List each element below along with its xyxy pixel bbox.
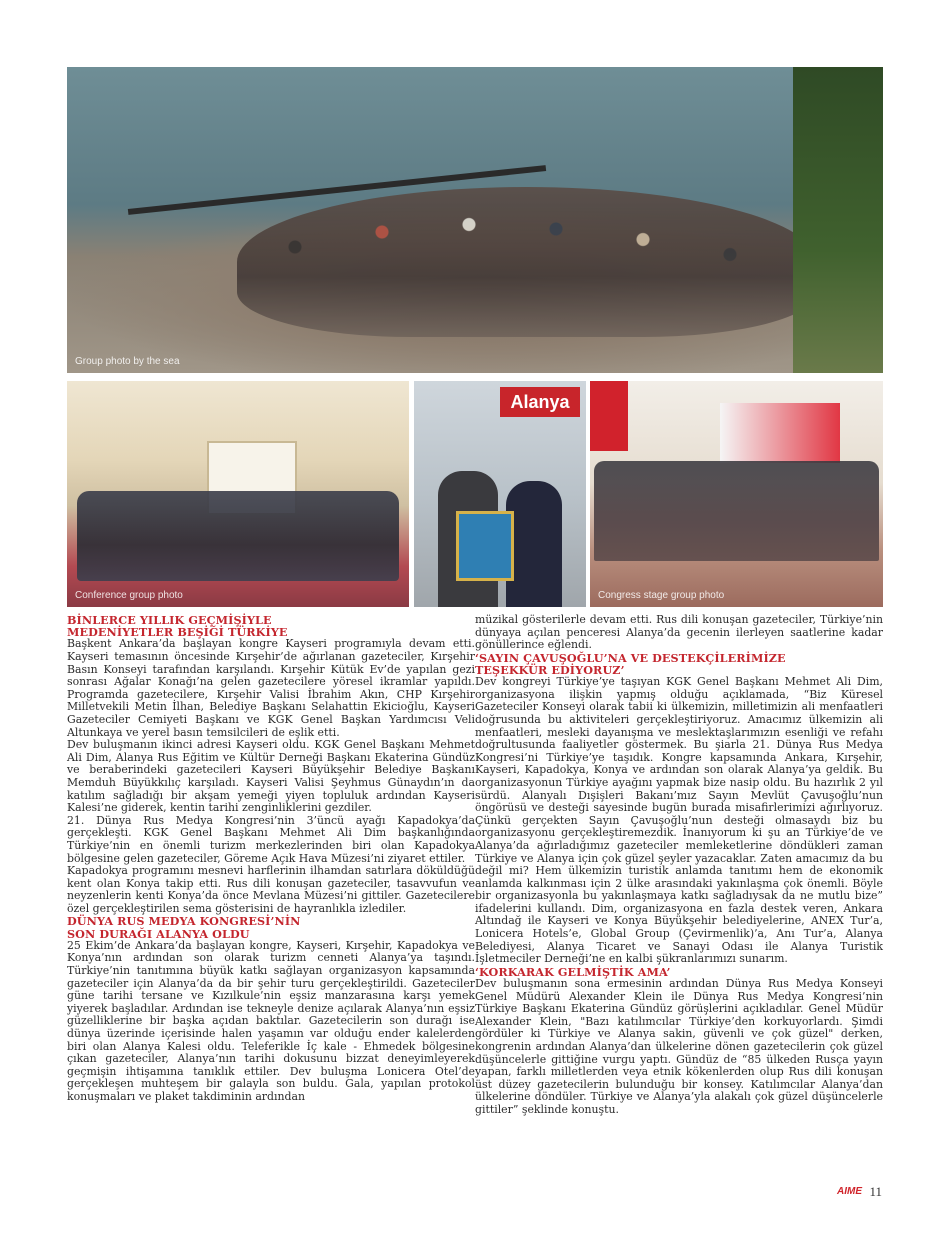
paragraph: Dev kongreyi Türkiye’ye taşıyan KGK Genel Başkanı Mehmet Ali Dim, organizasyona ilişkin yapmış olduğu açıklamada, “Biz Küresel Gazeteciler Konseyi olarak tabii ki ülkemizin, milletimizin ali menfaatleri doğrusunda bu aktiviteleri gerçekleştiriyoruz. Amacımız ülkemizin ali menfaatleri, mesleki dayanışma ve meslektaşlarımızın esenliği ve refahı doğrultusunda faaliyetler göstermek. Bu şiarla 21. Dünya Rus Medya Kongresi’ni Türkiye’ye taşıdık. Kongre kapsamında Ankara, Kırşehir, Kayseri, Kapadokya, Konya ve ardından son olarak Alanya’ya geldik. Bu organizasyonun Türkiye ayağını yapmak bize nasip oldu. Bu hazırlık 2 yıl sürdü. Alanyalı Dışişleri Bakanı’mız Sayın Mevlüt Çavuşoğlu’nun öngörüsü ve desteği sayesinde bugün burada misafirlerimizi ağırlıyoruz. Çünkü gerçekten Sayın Çavuşoğlu’nun desteği olmasaydı biz bu organizasyonu gerçekleştiremezdik. İnanıyorum ki şu an Türkiye’de ve Alanya’da ağırladığımız gazeteciler memleketlerine döndükleri zaman Türkiye ve Alanya için çok güzel şeyler yazacaklar. Zaten amacımız da bu değil mi? Hem ülkemizin turistik anlamda tanıtımı hem de ekonomik anlamda kalkınması için 2 ülke arasındaki yakınlaşma çok önemli. Böyle bir organizasyonla bu yakınlaşmaya katkı sağladıysak da ne mutlu bize” ifadelerini kullandı. Dim, organizasyona en fazla destek veren, Ankara Altındağ ile Kayseri ve Konya Büyükşehir belediyelerine, ANEX Tur’a, Lonicera Hotels’e, Global Group (Çevirmenlik)’a, Anı Tur’a, Alanya Belediyesi, Alanya Ticaret ve Sanayi Odası ile Alanya Turistik İşletmeciler Derneği’ne en kalbi şükranlarımızı sunarım.	[475, 675, 883, 966]
paragraph: Dev buluşmanın ikinci adresi Kayseri oldu. KGK Genel Başkanı Mehmet Ali Dim, Alanya Rus Eğitim ve Kültür Derneği Başkanı Ekaterina Gündüz ve beraberindeki gazetecileri Kayseri Büyükşehir Belediye Başkanı Memduh Büyükkılıç karşıladı. Kayseri Valisi Şeyhmus Günaydın’ın da katılım sağladığı bir akşam yemeği yiyen topluluk ardından Kayseri Kalesi’ne giderek, kentin tarihi zenginliklerini gezdiler.	[67, 738, 475, 815]
paragraph: Kapadokya programını mesnevi harflerinin ilhamdan satırlara döküldüğü kent olan Konya takip etti. Rus dili konuşan gazeteciler, tasavvufun ve neyzenlerin kenti Konya’da önce Mevlana Müzesi’ni gittiler. Gazetecilere özel gerçekleştirilen sema gösterisini de hayranlıkla izlediler.	[67, 864, 475, 915]
turkish-flag-shape	[590, 381, 628, 451]
article-column-left	[67, 614, 475, 1104]
gift-frame-shape	[456, 511, 514, 581]
alanya-sign: Alanya	[500, 387, 580, 417]
photo-gift-presentation	[414, 381, 586, 607]
photo-caption-conference: Conference group photo	[75, 590, 183, 601]
crowd-shape	[77, 491, 399, 581]
page-number: 11	[869, 1184, 882, 1199]
heading-line: MEDENİYETLER BEŞİĞİ TÜRKİYE	[67, 625, 288, 640]
paragraph: 21. Dünya Rus Medya Kongresi’nin 3’üncü ayağı Kapadokya’da gerçekleşti. KGK Genel Başkanı Mehmet Ali Dim başkanlığında Türkiye’nin en önemli turizm merkezlerinden biri olan Kapadokya bölgesine gelen gazeteciler, Göreme Açık Hava Müzesi’ni ziyaret ettiler.	[67, 813, 475, 865]
heading-line: ‘SAYIN ÇAVUŞOĞLU’NA VE DESTEKÇİLERİMİZE	[475, 650, 786, 665]
stage-screen-shape	[720, 403, 840, 463]
heading-line: TEŞEKKÜR EDİYORUZ’	[475, 662, 625, 677]
paragraph: Başkent Ankara’da başlayan kongre Kayseri programıyla devam etti. Kayseri temasının öncesinde Kırşehir’de ağırlanan gazeteciler, Kırşehir Basın Konseyi tarafından karşılandı. Kırşehir Kütük Ev’de yapılan gezi sonrası Ağalar Konağı’na gelen gazetecilere yöresel ikramlar yapıldı. Programda gazetecilere, Kırşehir Valisi İbrahim Akın, CHP Kırşehir Milletvekili Metin İlhan, Belediye Başkanı Selahattin Ekicioğlu, Kayseri Gazeteciler Cemiyeti Başkanı ve KGK Genel Başkan Yardımcısı Veli Altunkaya ve yerel basın temsilcileri de eşlik etti.	[67, 637, 475, 739]
heading-line: BİNLERCE YILLIK GEÇMİŞİYLE	[67, 613, 272, 627]
section-heading	[67, 915, 475, 939]
paragraph: 25 Ekim’de Ankara’da başlayan kongre, Kayseri, Kırşehir, Kapadokya ve Konya’nın ardından son olarak turizm cenneti Alanya’ya taşındı. Türkiye’nin tanıtımına büyük katkı sağlayan organizasyon kapsamında gazeteciler için Alanya’da da bir şehir turu gerçekleştirildi. Gazeteciler güne tarihi tersane ve Kızılkule’nin eşsiz manzarasına karşı yemek yiyerek başladılar. Ardından ise tekneyle denize açılarak Alanya’nın eşsiz güzelliklerine bir başka açıdan baktılar. Gazetecilerin son durağı ise dünya üzerinde içerisinde halen yaşamın var olduğu ender kalelerden biri olan Alanya Kalesi oldu. Teleferikle İç kale - Ehmedek bölgesine çıkan gazeteciler, Alanya’nın tarihi dokusunu bizzat deneyimleyerek geçmişin ihtişamına tanıklık ettiler. Dev buluşma Lonicera Otel’de gerçekleşen muhteşem bir galayla son buldu. Gala, yapılan protokol konuşmaları ve plaket takdiminin ardından	[67, 938, 475, 1103]
photo-caption-stage: Congress stage group photo	[598, 590, 725, 601]
paragraph: Dev buluşmanın sona ermesinin ardından Dünya Rus Medya Konseyi Genel Müdürü Alexander Klein ile Dünya Rus Medya Kongresi’nin Türkiye Başkanı Ekaterina Gündüz görüşlerini açıkladılar. Genel Müdür Alexander Klein, "Bazı katılımcılar Türkiye’den korkuyorlardı. Şimdi gördüler ki Türkiye ve Alanya sakin, güvenli ve çok güzel" derken, kongrenin ardından Alanya’dan ülkelerine dönen gazetecilerin çok güzel düşüncelerle gittiğine vurgu yaptı. Gündüz de “85 ülkeden Rusça yayın yapan, farklı milletlerden veya etnik kökenlerden olup Rus dili konuşan üst düzey gazetecilerin bulunduğu bir konsey. Katılımcılar Alanya’dan ülkelerine döndüler. Türkiye ve Alanya’yla alakalı çok güzel düşüncelerle gittiler” şeklinde konuştu.	[475, 977, 883, 1116]
group-photo-seaside	[67, 67, 883, 373]
person-shape	[506, 481, 562, 607]
photo-caption-main: Group photo by the sea	[75, 356, 180, 367]
tree-shape	[793, 67, 883, 373]
group-photo-stage	[590, 381, 883, 607]
section-heading	[67, 614, 475, 638]
heading-line: ‘KORKARAK GELMİŞTİK AMA’	[475, 964, 671, 979]
magazine-logo: AIME	[837, 1186, 862, 1197]
heading-line: SON DURAĞI ALANYA OLDU	[67, 926, 250, 941]
paragraph: müzikal gösterilerle devam etti. Rus dili konuşan gazeteciler, Türkiye’nin dünyaya açılan penceresi Alanya’da gecenin ilerleyen saatlerine kadar gönüllerince eğlendi.	[475, 613, 883, 652]
crowd-shape	[594, 461, 879, 561]
group-photo-conference	[67, 381, 409, 607]
article-column-right	[475, 614, 883, 1117]
section-heading	[475, 652, 883, 676]
heading-line: DÜNYA RUS MEDYA KONGRESİ’NİN	[67, 914, 301, 929]
crowd-shape	[237, 187, 817, 337]
